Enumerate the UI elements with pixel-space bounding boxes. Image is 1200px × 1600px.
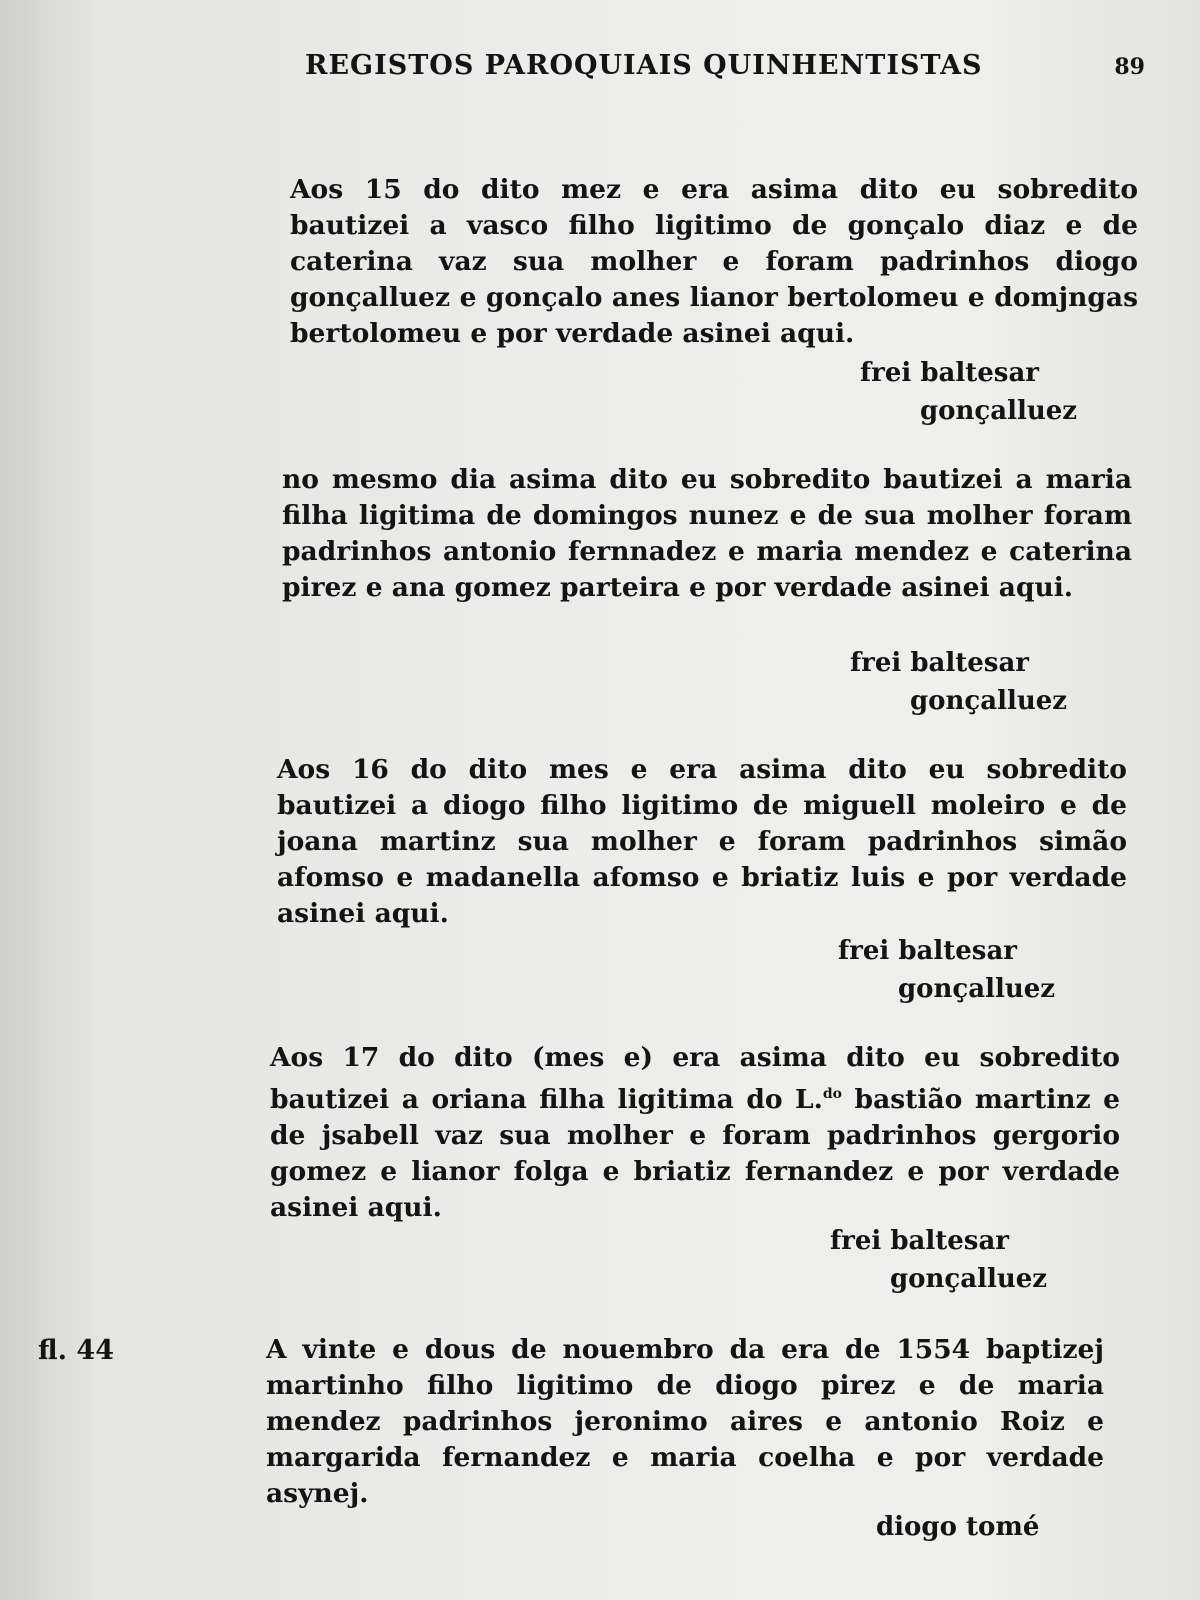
entry-2-signature-line-2: gonçalluez [910,686,1068,716]
entry-1-text: Aos 15 do dito mez e era asima dito eu sobredito bautizei a vasco filho ligitimo de gonçalo diaz e de caterina vaz sua molher e foram padrinhos diogo gonçalluez e gonçalo anes lianor bertolomeu e domjngas bertolomeu e por verdade asinei aqui. [290,174,1138,349]
folio-marker: fl. 44 [38,1335,115,1366]
entry-2-signature-line-1: frei baltesar [850,648,1029,678]
entry-4-signature-line-1: frei baltesar [830,1226,1009,1256]
entry-4-text-part-1: Aos 17 do dito (mes e) era asima dito eu sobredito bautizei a oriana filha ligitima do [270,1042,1120,1115]
entry-5-text: A vinte e dous de nouembro da era de 1554 baptizej martinho filho ligitimo de diogo pirez e de maria mendez padrinhos jeronimo aires e antonio Roiz e margarida fernandez e maria coelha e por verdade asynej. [266,1334,1104,1509]
entry-2-text: no mesmo dia asima dito eu sobredito bautizei a maria filha ligitima de domingos nunez e de sua molher foram padrinhos antonio fernnadez e maria mendez e caterina pirez e ana gomez parteira e por verdade asinei aqui. [282,464,1132,603]
page-header [305,50,1145,90]
entry-3-text: Aos 16 do dito mes e era asima dito eu sobredito bautizei a diogo filho ligitimo de miguell moleiro e de joana martinz sua molher e foram padrinhos simão afomso e madanella afomso e briatiz luis e por verdade asinei aqui. [277,754,1127,929]
entry-4-text [270,1040,1120,1226]
entry-4-signature-line-2: gonçalluez [890,1264,1048,1294]
entry-1-signature-line-1: frei baltesar [860,358,1039,388]
entry-4-abbrev [795,1084,842,1115]
entry-3-signature-line-1: frei baltesar [838,936,1017,966]
entry-4-abbrev-superscript: do [822,1086,843,1102]
entry-1-signature-line-2: gonçalluez [920,396,1078,426]
page-number: 89 [1114,54,1145,80]
running-title: REGISTOS PAROQUIAIS QUINHENTISTAS [305,50,983,81]
entry-5-signature: diogo tomé [876,1512,1040,1542]
entry-3-signature-line-2: gonçalluez [898,974,1056,1004]
entry-4-text-part-2: bastião martinz e de jsabell vaz sua molher e foram padrinhos gergorio gomez e lianor folga e briatiz fernandez e por verdade asinei aqui. [270,1083,1120,1223]
entry-4-abbrev-base: L. [795,1083,823,1115]
